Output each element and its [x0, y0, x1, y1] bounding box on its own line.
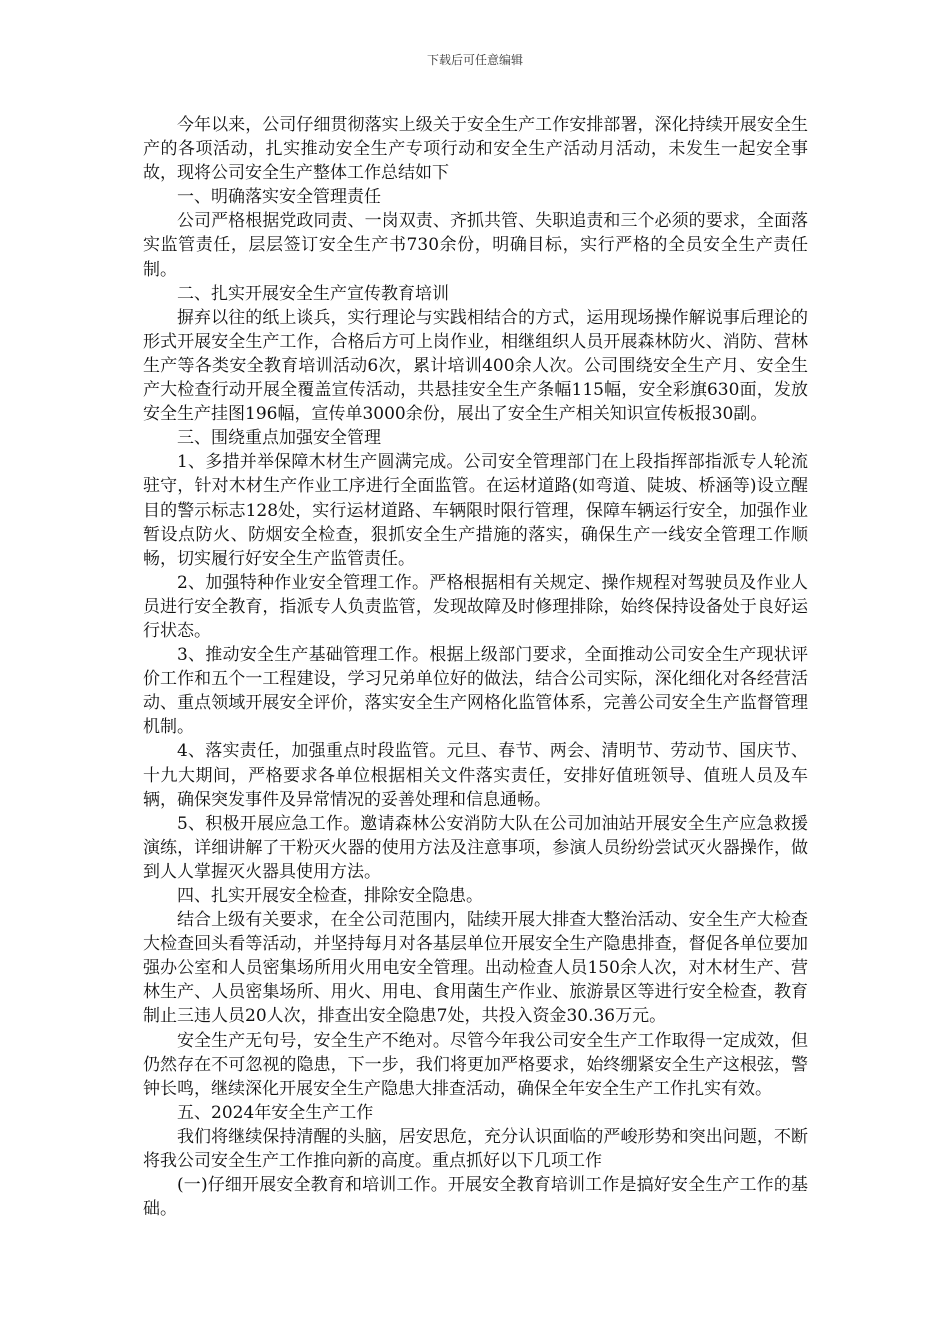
document-body — [143, 113, 808, 1221]
paragraph: 结合上级有关要求，在全公司范围内，陆续开展大排查大整治活动、安全生产大检查大检查回头看等活动，并坚持每月对各基层单位开展安全生产隐患排查，督促各单位要加强办公室和人员密集场所用火用电安全管理。出动检查人员150余人次，对木材生产、营林生产、人员密集场所、用火、用电、食用菌生产作业、旅游景区等进行安全检查，教育制止三违人员20人次，排查出安全隐患7处，共投入资金30.36万元。 — [143, 910, 808, 1027]
paragraph: 1、多措并举保障木材生产圆满完成。公司安全管理部门在上段指挥部指派专人轮流驻守，针对木材生产作业工序进行全面监管。在运材道路(如弯道、陡坡、桥涵等)设立醒目的警示标志128处，实行运材道路、车辆限时限行管理，保障车辆运行安全，加强作业暂设点防火、防烟安全检查，狠抓安全生产措施的落实，确保生产一线安全管理工作顺畅，切实履行好安全生产监管责任。 — [143, 452, 808, 569]
paragraph: 3、推动安全生产基础管理工作。根据上级部门要求，全面推动公司安全生产现状评价工作和五个一工程建设，学习兄弟单位好的做法，结合公司实际，深化细化对各经营活动、重点领域开展安全评价，落实安全生产网格化监管体系，完善公司安全生产监督管理机制。 — [143, 645, 808, 738]
paragraph: 公司严格根据党政同责、一岗双责、齐抓共管、失职追责和三个必须的要求，全面落实监管责任，层层签订安全生产书730余份，明确目标，实行严格的全员安全生产责任制。 — [143, 211, 808, 280]
section-heading-2: 二、扎实开展安全生产宣传教育培训 — [177, 283, 449, 304]
page-header: 下载后可任意编辑 — [426, 53, 523, 67]
paragraph: 我们将继续保持清醒的头脑，居安思危，充分认识面临的严峻形势和突出问题，不断将我公司安全生产工作推向新的高度。重点抓好以下几项工作 — [143, 1126, 808, 1172]
section-heading-5: 五、2024年安全生产工作 — [177, 1102, 374, 1123]
paragraph: (一)仔细开展安全教育和培训工作。开展安全教育培训工作是搞好安全生产工作的基础。 — [143, 1175, 808, 1220]
section-heading-3: 三、围绕重点加强安全管理 — [177, 428, 381, 449]
paragraph: 摒弃以往的纸上谈兵，实行理论与实践相结合的方式，运用现场操作解说事后理论的形式开展安全生产工作，合格后方可上岗作业，相继组织人员开展森林防火、消防、营林生产等各类安全教育培训活动6次，累计培训400余人次。公司围绕安全生产月、安全生产大检查行动开展全覆盖宣传活动，共悬挂安全生产条幅115幅，安全彩旗630面，发放安全生产挂图196幅，宣传单3000余份，展出了安全生产相关知识宣传板报30副。 — [143, 307, 808, 425]
paragraph: 5、积极开展应急工作。邀请森林公安消防大队在公司加油站开展安全生产应急救援演练，详细讲解了干粉灭火器的使用方法及注意事项，参演人员纷纷尝试灭火器操作，做到人人掌握灭火器具使用方法。 — [143, 813, 808, 882]
paragraph: 4、落实责任，加强重点时段监管。元旦、春节、两会、清明节、劳动节、国庆节、十九大期间，严格要求各单位根据相关文件落实责任，安排好值班领导、值班人员及车辆，确保突发事件及异常情况的妥善处理和信息通畅。 — [143, 741, 808, 810]
section-heading-4: 四、扎实开展安全检查，排除安全隐患。 — [177, 886, 483, 906]
paragraph-intro: 今年以来，公司仔细贯彻落实上级关于安全生产工作安排部署，深化持续开展安全生产的各项活动，扎实推动安全生产专项行动和安全生产活动月活动，未发生一起安全事故，现将公司安全生产整体工作总结如下 — [143, 115, 808, 184]
paragraph: 安全生产无句号，安全生产不绝对。尽管今年我公司安全生产工作取得一定成效，但仍然存在不可忽视的隐患，下一步，我们将更加严格要求，始终绷紧安全生产这根弦，警钟长鸣，继续深化开展安全生产隐患大排查活动，确保全年安全生产工作扎实有效。 — [143, 1030, 808, 1099]
section-heading-1: 一、明确落实安全管理责任 — [177, 187, 381, 208]
paragraph: 2、加强特种作业安全管理工作。严格根据相有关规定、操作规程对驾驶员及作业人员进行安全教育，指派专人负责监管，发现故障及时修理排除，始终保持设备处于良好运行状态。 — [143, 572, 808, 641]
